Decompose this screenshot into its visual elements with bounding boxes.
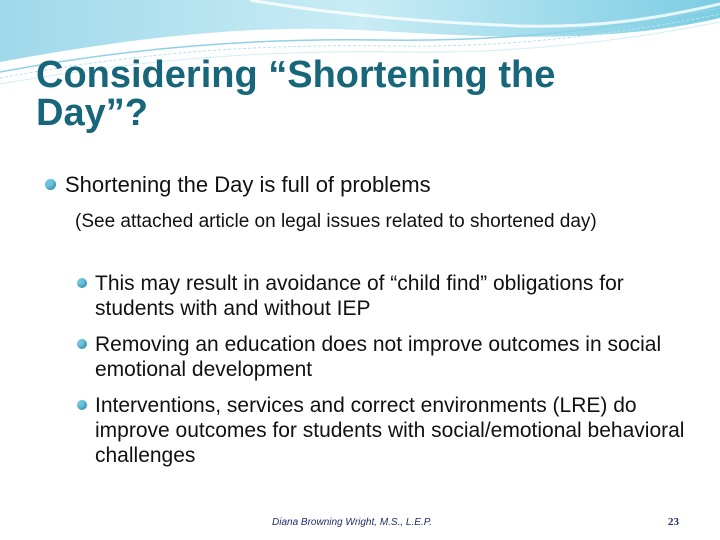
sub-bullet-3 (77, 393, 697, 468)
main-bullet (45, 172, 685, 197)
article-note: (See attached article on legal issues related to shortened day) (75, 211, 597, 232)
sub-bullet-1 (77, 271, 697, 321)
page-number: 23 (668, 516, 679, 528)
footer-author: Diana Browning Wright, M.S., L.E.P. (272, 517, 432, 528)
sub-bullet-2 (77, 332, 697, 382)
bullet-dot-icon (45, 179, 56, 190)
sub-bullet-text: Removing an education does not improve outcomes in social emotional development (95, 333, 662, 381)
main-bullet-text: Shortening the Day is full of problems (65, 172, 431, 197)
sub-bullet-text: This may result in avoidance of “child find” obligations for students with and without IEP (95, 272, 624, 320)
bullet-dot-icon (77, 278, 87, 288)
slide-title (36, 56, 696, 132)
bullet-dot-icon (77, 400, 87, 410)
title-line-2: Day”? (36, 92, 148, 134)
title-line-1: Considering “Shortening the (36, 54, 556, 96)
bullet-dot-icon (77, 339, 87, 349)
sub-bullet-text: Interventions, services and correct environments (LRE) do improve outcomes for students with social/emotional behavioral challenges (95, 394, 685, 467)
